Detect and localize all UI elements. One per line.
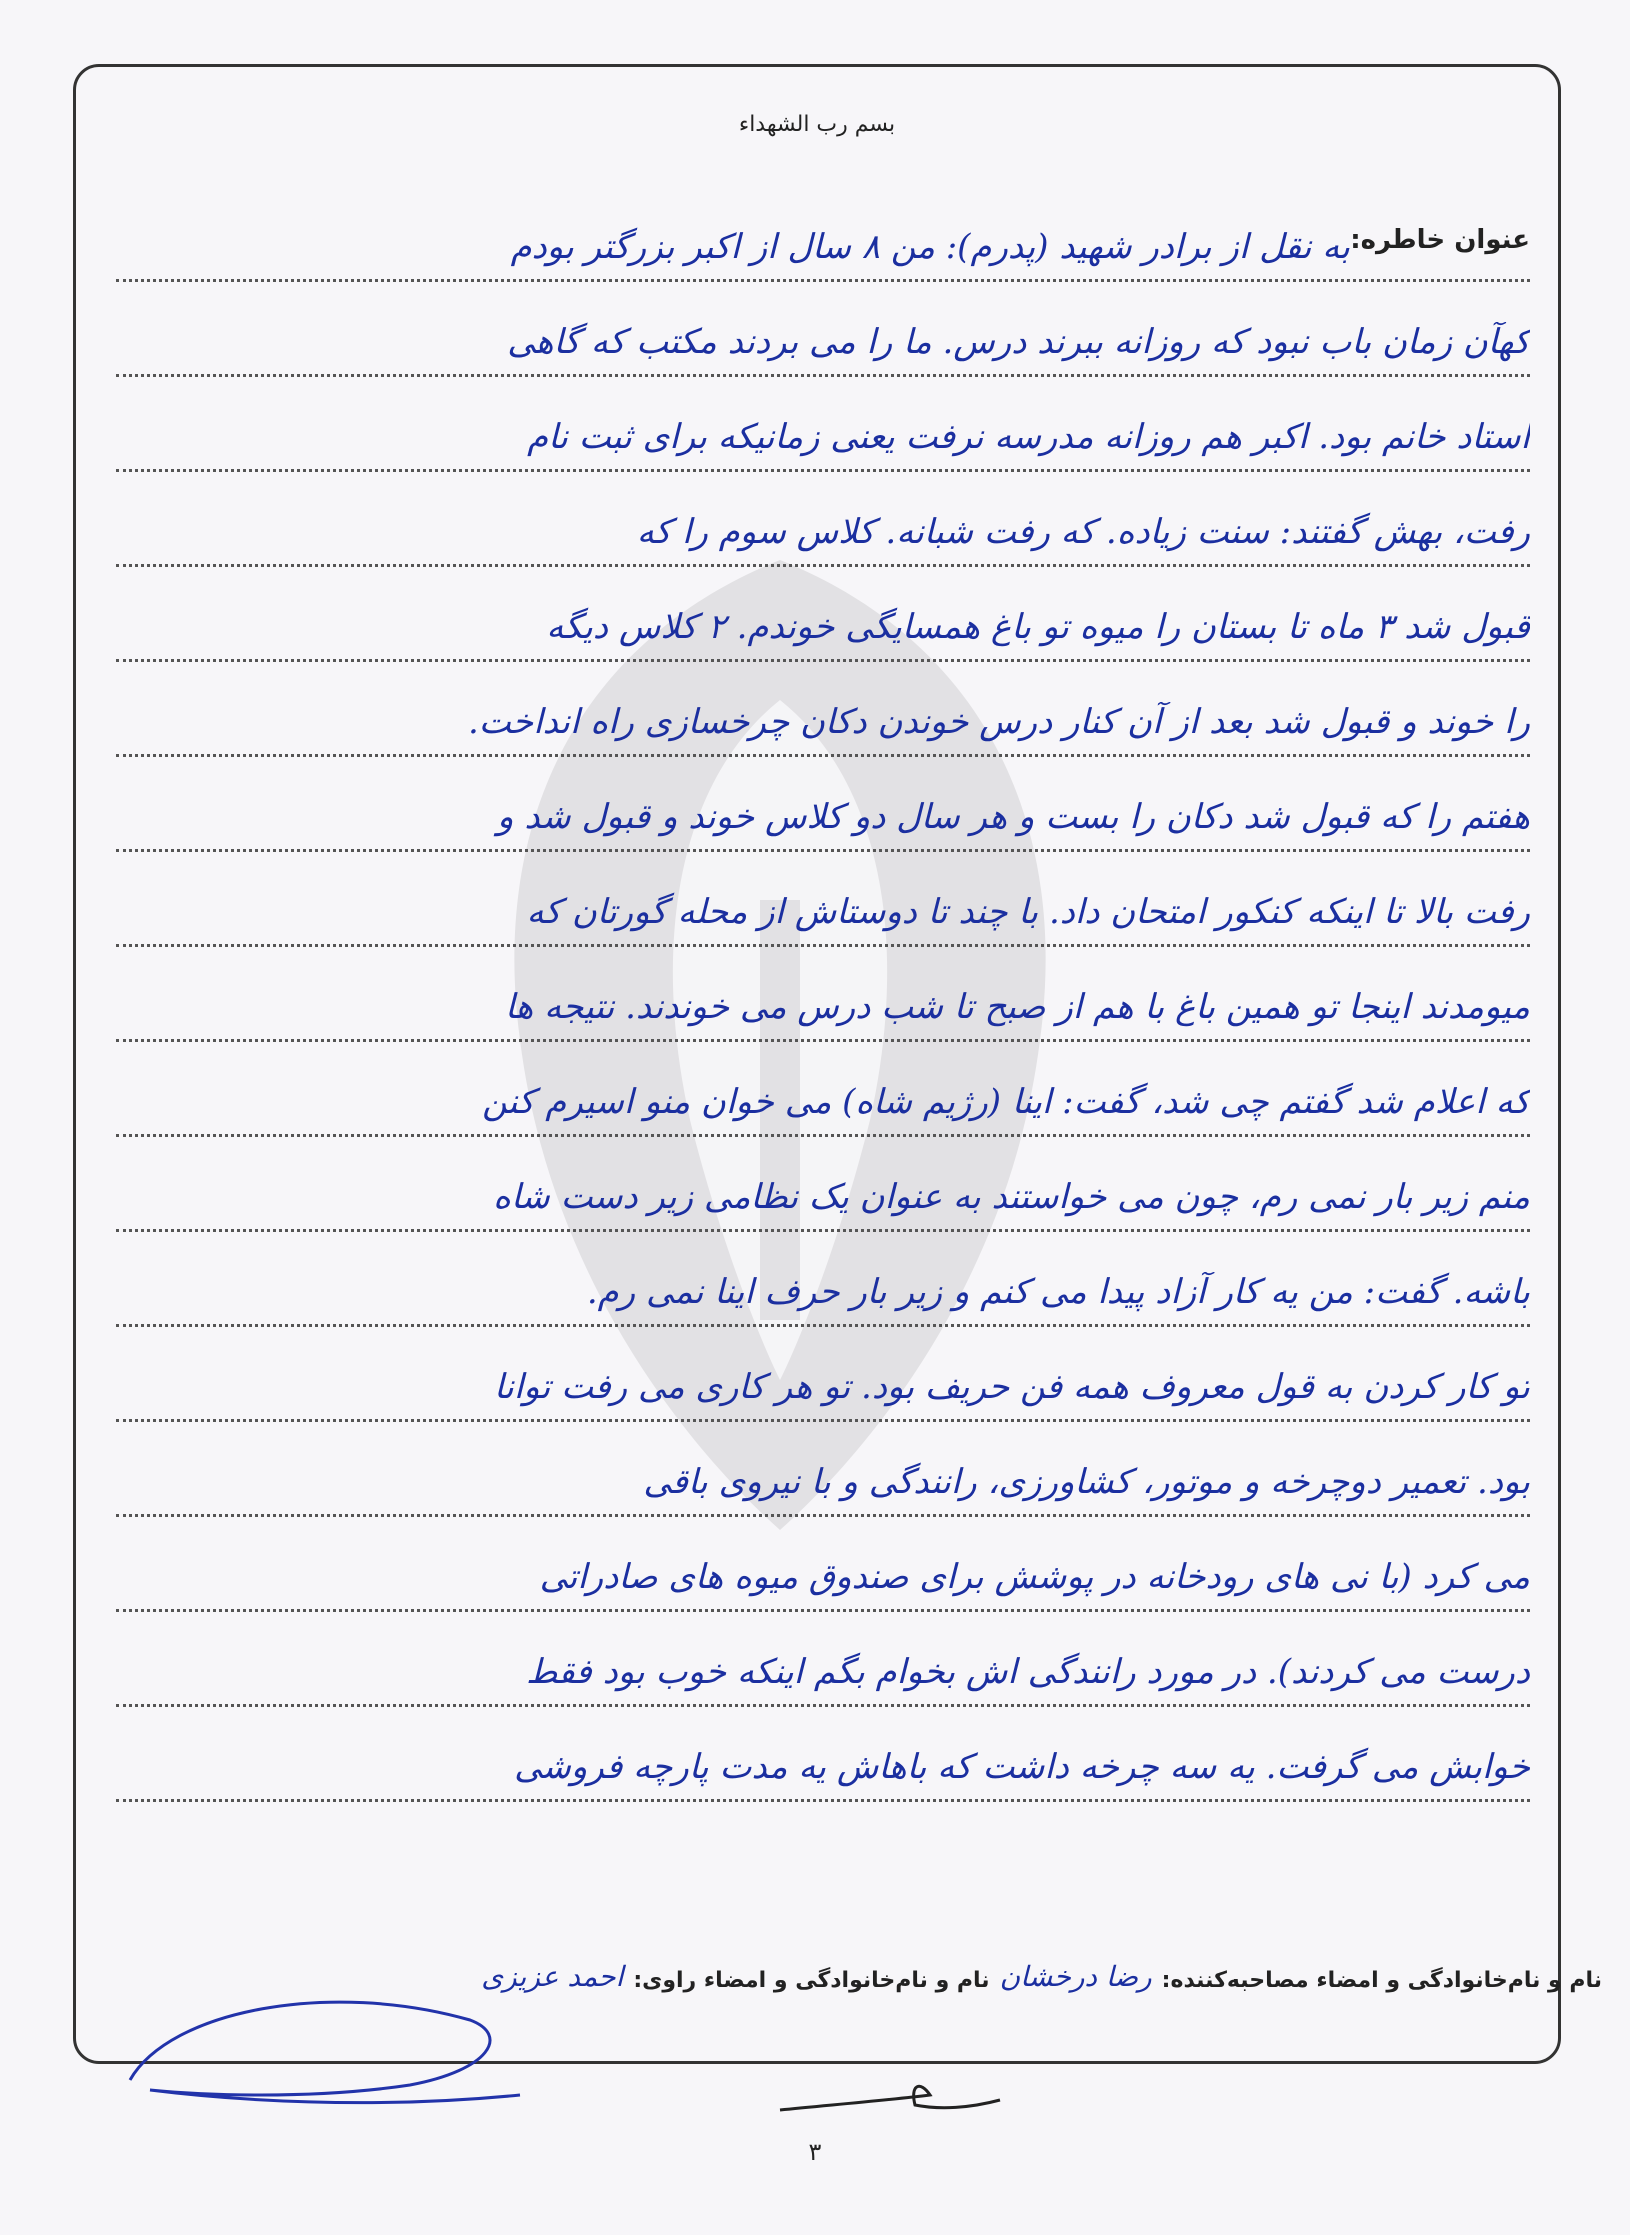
memoir-line: [116, 187, 1530, 282]
memoir-line-text: منم زیر بار نمی رم، چون می خواستند به عنوان یک نظامی زیر دست شاه: [493, 1177, 1530, 1217]
memoir-line: [116, 282, 1530, 377]
memoir-line-text: هفتم را که قبول شد دکان را بست و هر سال دو کلاس خوند و قبول شد و: [497, 797, 1530, 837]
form-frame: [73, 64, 1561, 2064]
memoir-line-text: رفت بالا تا اینکه کنکور امتحان داد. با چند تا دوستاش از محله گورتان که: [526, 892, 1530, 932]
memoir-title-label: عنوان خاطره:: [1350, 225, 1530, 255]
memoir-line: [116, 1707, 1530, 1802]
memoir-line-text: بود. تعمیر دوچرخه و موتور، کشاورزی، رانندگی و با نیروی باقی: [643, 1462, 1530, 1502]
narrator-label: نام و نام‌خانوادگی و امضاء راوی:: [633, 1968, 990, 1993]
memoir-line: [116, 852, 1530, 947]
signature-footer: [172, 1960, 1602, 1993]
memoir-line-text: که اعلام شد گفتم چی شد، گفت: اینا (رژیم شاه) می خوان منو اسیرم کنن: [482, 1082, 1530, 1122]
memoir-line-text: باشه. گفت: من یه کار آزاد پیدا می کنم و زیر بار حرف اینا نمی رم.: [586, 1272, 1530, 1312]
memoir-line: [116, 1517, 1530, 1612]
memoir-line-text: خوابش می گرفت. یه سه چرخه داشت که باهاش یه مدت پارچه فروشی: [514, 1747, 1530, 1787]
memoir-line: [116, 662, 1530, 757]
memoir-line-text: میومدند اینجا تو همین باغ با هم از صبح تا شب درس می خوندند. نتیجه ها: [505, 987, 1530, 1027]
memoir-line-text: درست می کردند). در مورد رانندگی اش بخوام بگم اینکه خوب بود فقط: [526, 1652, 1530, 1692]
memoir-line: [116, 1137, 1530, 1232]
memoir-line-text: استاد خانم بود. اکبر هم روزانه مدرسه نرفت یعنی زمانیکه برای ثبت نام: [527, 417, 1530, 457]
memoir-line-text: کهآن زمان باب نبود که روزانه ببرند درس. ما را می بردند مکتب که گاهی: [507, 322, 1530, 362]
memoir-line-text: به نقل از برادر شهید (پدرم): من ۸ سال از اکبر بزرگتر بودم: [510, 227, 1350, 267]
page-header: بسم رب الشهداء: [738, 112, 896, 137]
signature-scribble: [110, 1990, 530, 2110]
memoir-line: [116, 567, 1530, 662]
memoir-line: [116, 472, 1530, 567]
memoir-line: [116, 757, 1530, 852]
memoir-line-text: رفت، بهش گفتند: سنت زیاده. که رفت شبانه. کلاس سوم را که: [636, 512, 1530, 552]
signature-mark: [770, 2070, 1010, 2130]
memoir-line: [116, 947, 1530, 1042]
narrator-name: احمد عزیزی: [481, 1960, 624, 1993]
memoir-line: [116, 1042, 1530, 1137]
memoir-line: [116, 1232, 1530, 1327]
memoir-line-text: می کرد (با نی های رودخانه در پوشش برای صندوق میوه های صادراتی: [539, 1557, 1530, 1597]
memoir-line: [116, 1327, 1530, 1422]
interviewer-name: رضا درخشان: [999, 1960, 1152, 1993]
page-number: ۳: [808, 2138, 822, 2166]
interviewer-label: نام و نام‌خانوادگی و امضاء مصاحبه‌کننده:: [1161, 1968, 1602, 1993]
memoir-line: [116, 1422, 1530, 1517]
memoir-line-text: تو کار کردن به قول معروف همه فن حریف بود. تو هر کاری می رفت توانا: [494, 1367, 1530, 1407]
memoir-lines: [116, 187, 1530, 1802]
memoir-line-text: را خوند و قبول شد بعد از آن کنار درس خوندن دکان چرخسازی راه انداخت.: [467, 702, 1530, 742]
memoir-line: [116, 1612, 1530, 1707]
memoir-line: [116, 377, 1530, 472]
memoir-line-text: قبول شد ۳ ماه تا بستان را میوه تو باغ همسایگی خوندم. ۲ کلاس دیگه: [546, 607, 1530, 647]
